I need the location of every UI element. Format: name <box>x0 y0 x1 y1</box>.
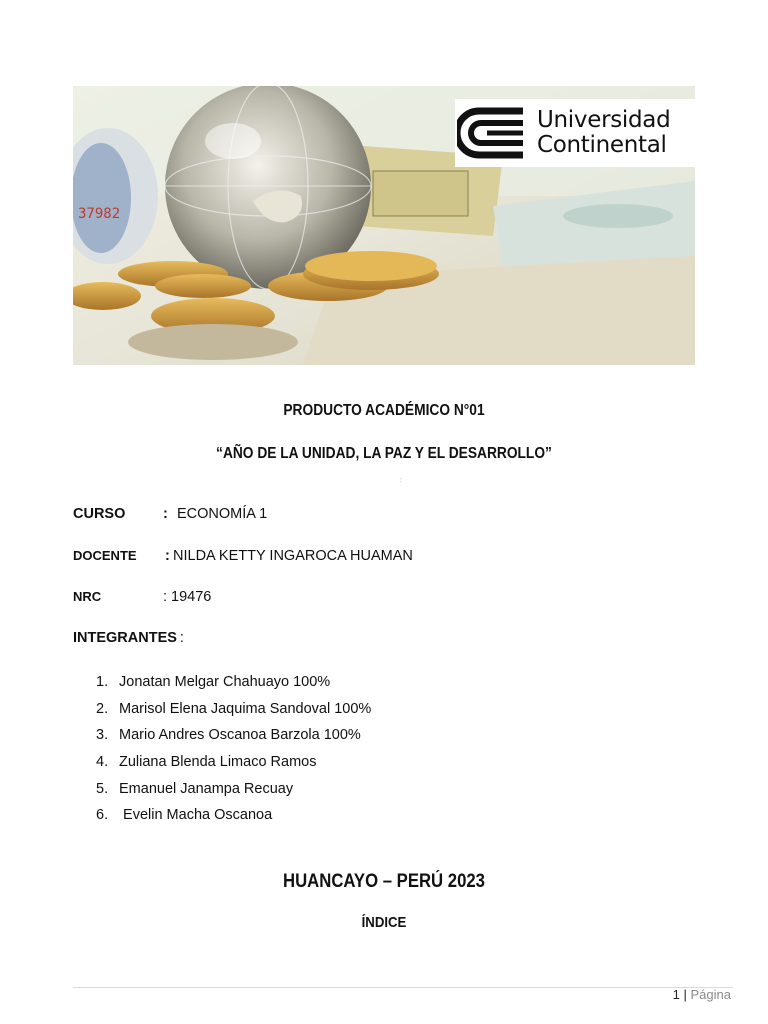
index-heading: ÍNDICE <box>361 914 407 931</box>
footer-separator: | <box>683 987 687 1002</box>
university-name-line1: Universidad <box>537 107 671 133</box>
list-item <box>96 672 371 699</box>
year-name: “AÑO DE LA UNIDAD, LA PAZ Y EL DESARROLLO” <box>216 445 552 462</box>
course-value: ECONOMÍA 1 <box>177 506 268 522</box>
list-item <box>96 805 371 832</box>
place-and-year: HUANCAYO – PERÚ 2023 <box>283 871 485 892</box>
list-item-number: 6. <box>96 807 109 824</box>
list-item-name: Marisol Elena Jaquima Sandoval 100% <box>119 700 372 717</box>
course-separator: : <box>163 506 168 522</box>
university-logo <box>455 99 695 167</box>
list-item-number: 2. <box>96 700 109 717</box>
teacher-value: NILDA KETTY INGAROCA HUAMAN <box>173 548 413 564</box>
list-item <box>96 699 371 726</box>
teacher-separator: : <box>165 548 170 564</box>
list-item-name: Zuliana Blenda Limaco Ramos <box>119 754 317 771</box>
list-item-name: Evelin Macha Oscanoa <box>119 807 273 824</box>
members-label: INTEGRANTES <box>73 630 177 646</box>
list-item-number: 1. <box>96 674 109 690</box>
list-item-number: 5. <box>96 780 109 797</box>
members-list <box>96 672 371 832</box>
nrc-separator: : <box>163 589 168 605</box>
document-title: PRODUCTO ACADÉMICO N°01 <box>283 402 485 419</box>
list-item-number: 4. <box>96 754 109 771</box>
course-label: CURSO <box>73 506 126 522</box>
course-field <box>73 506 267 522</box>
university-name-line2: Continental <box>537 132 667 158</box>
list-item <box>96 752 371 779</box>
page-number: 1 <box>672 987 680 1002</box>
list-item <box>96 725 371 752</box>
list-item-name: Jonatan Melgar Chahuayo 100% <box>119 674 331 690</box>
nrc-value: 19476 <box>171 589 212 605</box>
members-separator: : <box>179 630 184 646</box>
list-item-name: Mario Andres Oscanoa Barzola 100% <box>119 727 361 744</box>
teacher-field <box>73 548 413 564</box>
university-name <box>537 108 670 158</box>
nrc-label: NRC <box>73 589 102 604</box>
page-footer <box>673 987 731 1002</box>
tiny-mark: : <box>400 478 402 484</box>
list-item-number: 3. <box>96 727 109 744</box>
university-emblem-icon <box>457 107 527 159</box>
nrc-field <box>73 589 211 605</box>
members-field <box>73 630 184 646</box>
list-item <box>96 779 371 806</box>
list-item-name: Emanuel Janampa Recuay <box>119 780 294 797</box>
svg-text:37982: 37982 <box>78 206 121 222</box>
teacher-label: DOCENTE <box>73 548 137 563</box>
page-word: Página <box>690 987 731 1002</box>
footer-divider <box>73 987 733 988</box>
